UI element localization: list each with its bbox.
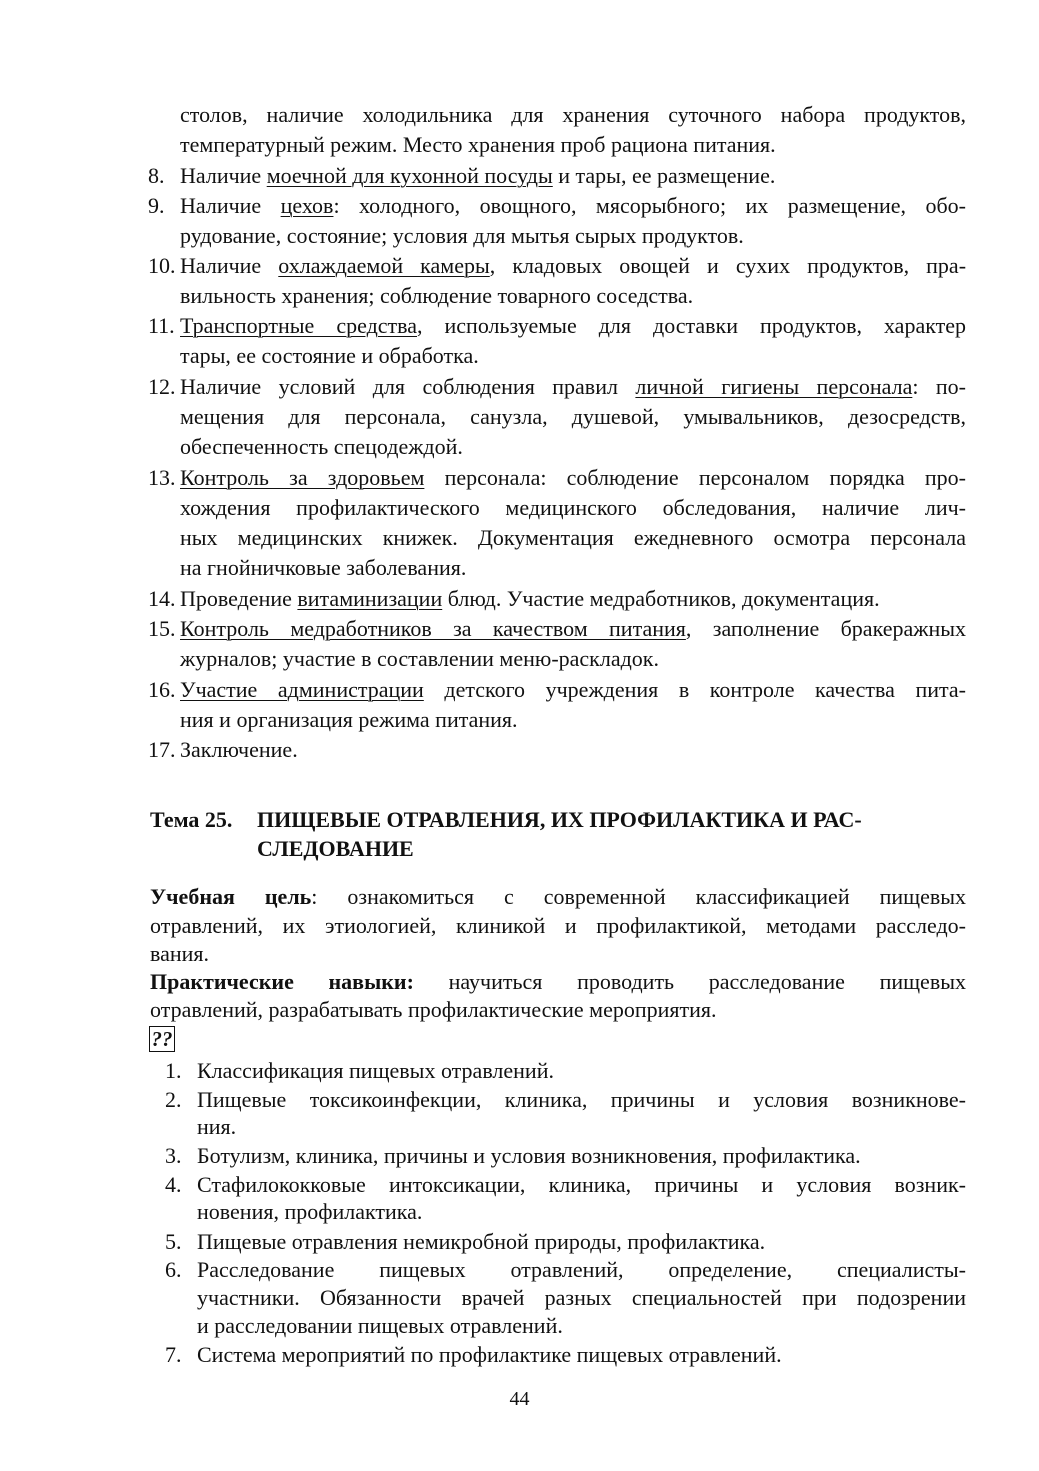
list-item-15: Контроль медработников за качеством питания, заполнение бракеражных — [180, 616, 966, 641]
question-2: Пищевые токсикоинфекции, клиника, причины и условия возникнове- — [197, 1087, 966, 1112]
underlined-term: моечной для кухонной посуды — [266, 163, 553, 188]
list-item-13-line-4: на гнойничковые заболевания. — [180, 555, 467, 580]
list-item-16: Участие администрации детского учреждения в контроле качества пита- — [180, 677, 966, 702]
list-number-14: 14. — [148, 586, 176, 611]
underlined-term: Транспортные средства — [180, 313, 417, 338]
list-item-10: Наличие охлаждаемой камеры, кладовых овощей и сухих продуктов, пра- — [180, 253, 967, 278]
question-3: Ботулизм, клиника, причины и условия возникновения, профилактика. — [197, 1143, 861, 1168]
question-number-7: 7. — [165, 1342, 182, 1367]
practical-skills-line-2: отравлений, разрабатывать профилактические мероприятия. — [150, 997, 717, 1022]
learning-goal-line-2: отравлений, их этиологией, клиникой и профилактикой, методами расследо- — [150, 913, 966, 938]
list-item-17: Заключение. — [180, 737, 298, 762]
underlined-term: витаминизации — [297, 586, 443, 611]
topic-label: Тема 25. — [150, 807, 233, 832]
question-number-6: 6. — [165, 1257, 182, 1282]
question-6-line-2: участники. Обязанности врачей разных специальностей при подозрении — [197, 1285, 966, 1310]
question-6: Расследование пищевых отравлений, определение, специалисты- — [197, 1257, 966, 1282]
question-number-2: 2. — [165, 1087, 182, 1112]
question-1: Классификация пищевых отравлений. — [197, 1058, 554, 1083]
list-number-11: 11. — [148, 313, 175, 338]
list-item-12-line-3: обеспеченность спецодеждой. — [180, 434, 463, 459]
list-number-16: 16. — [148, 677, 176, 702]
question-5: Пищевые отравления немикробной природы, профилактика. — [197, 1229, 766, 1254]
practical-skills: Практические навыки: научиться проводить расследование пищевых — [150, 969, 966, 994]
list-number-12: 12. — [148, 374, 176, 399]
list-number-15: 15. — [148, 616, 176, 641]
list-item-8: Наличие моечной для кухонной посуды и тары, ее размещение. — [180, 163, 776, 188]
underlined-term: Участие администрации — [180, 677, 424, 702]
list-item-12-line-2: мещения для персонала, санузла, душевой, умывальников, дезосредств, — [180, 404, 966, 429]
list-item-13-line-3: ных медицинских книжек. Документация ежедневного осмотра персонала — [180, 525, 966, 550]
question-number-4: 4. — [165, 1172, 182, 1197]
list-item-13: Контроль за здоровьем персонала: соблюдение персоналом порядка про- — [180, 465, 967, 490]
underlined-term: личной гигиены персонала — [635, 374, 913, 399]
list-item-7-continuation: столов, наличие холодильника для хранения суточного набора продуктов, — [180, 102, 966, 127]
underlined-term: цехов — [280, 193, 334, 218]
list-number-8: 8. — [148, 163, 165, 188]
list-item-11: Транспортные средства, используемые для доставки продуктов, характер — [180, 313, 966, 338]
topic-title-line-2: СЛЕДОВАНИЕ — [257, 836, 414, 861]
list-item-9-line-2: рудование, состояние; условия для мытья сырых продуктов. — [180, 223, 744, 248]
list-number-9: 9. — [148, 193, 165, 218]
question-4-line-2: новения, профилактика. — [197, 1199, 423, 1224]
list-item-10-line-2: вильность хранения; соблюдение товарного соседства. — [180, 283, 694, 308]
list-item-9: Наличие цехов: холодного, овощного, мясорыбного; их размещение, обо- — [180, 193, 967, 218]
list-item-12: Наличие условий для соблюдения правил личной гигиены персонала: по- — [180, 374, 966, 399]
question-7: Система мероприятий по профилактике пищевых отравлений. — [197, 1342, 782, 1367]
list-item-11-line-2: тары, ее состояние и обработка. — [180, 343, 479, 368]
list-item-16-line-2: ния и организация режима питания. — [180, 707, 518, 732]
question-4: Стафилококковые интоксикации, клиника, причины и условия возник- — [197, 1172, 966, 1197]
underlined-term: охлаждаемой камеры — [278, 253, 490, 278]
page-number: 44 — [509, 1388, 530, 1410]
topic-title: ПИЩЕВЫЕ ОТРАВЛЕНИЯ, ИХ ПРОФИЛАКТИКА И РАС- — [257, 807, 862, 832]
list-number-10: 10. — [148, 253, 176, 278]
underlined-term: Контроль медработников за качеством питания — [180, 616, 686, 641]
list-item-14: Проведение витаминизации блюд. Участие медработников, документация. — [180, 586, 880, 611]
list-item-15-line-2: журналов; участие в составлении меню-раскладок. — [180, 646, 659, 671]
list-number-17: 17. — [148, 737, 176, 762]
learning-goal: Учебная цель: ознакомиться с современной классификацией пищевых — [150, 884, 967, 909]
question-number-1: 1. — [165, 1058, 182, 1083]
question-2-line-2: ния. — [197, 1114, 237, 1139]
question-number-5: 5. — [165, 1229, 182, 1254]
questions-icon: ?? — [149, 1026, 175, 1052]
list-number-13: 13. — [148, 465, 176, 490]
learning-goal-line-3: вания. — [150, 941, 210, 966]
list-item-13-line-2: хождения профилактического медицинского обследования, наличие лич- — [180, 495, 966, 520]
underlined-term: Контроль за здоровьем — [180, 465, 425, 490]
question-number-3: 3. — [165, 1143, 182, 1168]
list-item-7-continuation-2: температурный режим. Место хранения проб рациона питания. — [180, 132, 776, 157]
question-6-line-3: и расследовании пищевых отравлений. — [197, 1313, 563, 1338]
